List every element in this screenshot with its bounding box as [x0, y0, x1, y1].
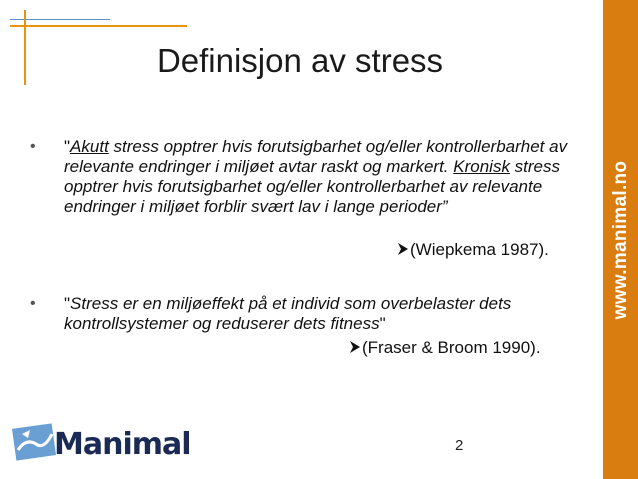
- page-number: 2: [455, 437, 464, 454]
- bullet-2: [30, 294, 590, 334]
- decorative-orange-line: [10, 25, 187, 27]
- term-akutt: Akutt: [70, 137, 109, 156]
- sidebar-url: www.manimal.no: [609, 160, 631, 319]
- logo-mark-icon: [12, 420, 58, 464]
- bullet-dot: •: [30, 295, 36, 312]
- sidebar-band: [603, 0, 638, 479]
- citation-2: (Fraser & Broom 1990).: [350, 338, 541, 358]
- slide-title: Definisjon av stress: [156, 42, 444, 79]
- bullet-2-text: "Stress er en miljøeffekt på et individ som overbelaster dets kontrollsystemer og reduserer dets fitness": [64, 294, 512, 333]
- bullet-1-text: "Akutt stress opptrer hvis forutsigbarhet og/eller kontrollerbarhet av relevante endringer i miljøet avtar raskt og markert. Kronisk stress opptrer hvis forutsigbarhet og/eller kontrollerbarhet av relevante endringer i miljøet forblir svært lav i lange perioder”: [64, 137, 568, 216]
- citation-1: (Wiepkema 1987).: [398, 240, 549, 260]
- term-kronisk: Kronisk: [453, 157, 510, 176]
- arrow-bullet-icon: [350, 338, 360, 358]
- logo-text: Manimal: [54, 427, 191, 462]
- bullet-1: [30, 137, 590, 217]
- bullet-dot: •: [30, 138, 36, 155]
- arrow-bullet-icon: [398, 240, 408, 260]
